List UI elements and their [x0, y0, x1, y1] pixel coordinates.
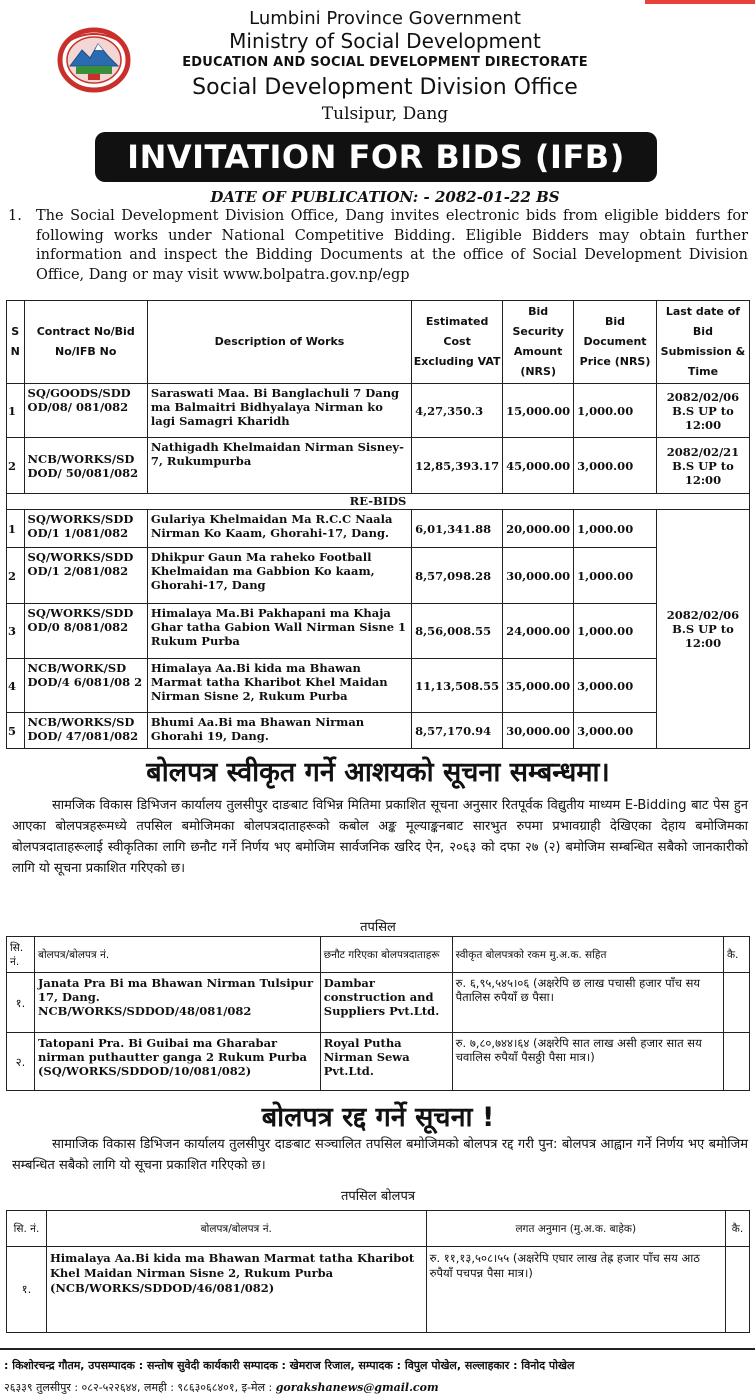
row-sn: १. — [7, 973, 35, 1033]
row-description: Dhikpur Gaun Ma raheko Football Khelmaidan ma Gabbion Ko kaam, Ghorahi-17, Dang — [147, 548, 411, 604]
row-cost: 12,85,393.17 — [412, 438, 503, 494]
row-sn: 5 — [7, 713, 25, 749]
col-header-document: Bid Document Price (NRS) — [574, 301, 657, 384]
intro-number: 1. — [8, 208, 22, 224]
row-bid: Janata Pra Bi ma Bhawan Nirman Tulsipur 17, Dang. NCB/WORKS/SDDOD/48/081/082 — [34, 973, 320, 1033]
row-contract: NCB/WORKS/SD DOD/ 50/081/082 — [24, 438, 147, 494]
award-notice-title: बोलपत्र स्वीकृत गर्ने आशयको सूचना सम्बन्धमा। — [146, 757, 610, 788]
col-header-sn: सि. नं. — [7, 937, 35, 973]
row-security: 24,000.00 — [503, 604, 574, 659]
row-security: 20,000.00 — [503, 510, 574, 548]
award-table — [6, 936, 750, 1091]
row-description: Himalaya Ma.Bi Pakhapani ma Khaja Ghar tatha Gabion Wall Nirman Sisne 1 Rukum Purba — [147, 604, 411, 659]
col-header-sn: सि. नं. — [7, 1211, 47, 1247]
rebids-divider-row — [7, 494, 750, 510]
row-sn: 4 — [7, 659, 25, 713]
col-header-remarks: कै. — [725, 1211, 749, 1247]
col-header-bid: बोलपत्र/बोलपत्र नं. — [34, 937, 320, 973]
table-row — [7, 973, 750, 1033]
footer-contact-line — [4, 1380, 439, 1395]
directorate-name: EDUCATION AND SOCIAL DEVELOPMENT DIRECTORATE — [182, 55, 588, 70]
row-amount: रु. ७,८०,७४४।६४ (अक्षरेपि सात लाख असी हजार सात सय चवालिस रुपैयाँ पैसठ्ठी पैसा मात्र।) — [452, 1033, 723, 1091]
col-header-description: Description of Works — [147, 301, 411, 384]
table-row — [7, 604, 750, 659]
col-header-selected: छनौट गरिएका बोलपत्रदाताहरू — [320, 937, 452, 973]
col-header-amount: स्वीकृत बोलपत्रको रकम मु.अ.क. सहित — [452, 937, 723, 973]
table-header-row — [7, 301, 750, 384]
award-tapasil-label: तपसिल — [360, 920, 396, 935]
row-document: 1,000.00 — [574, 548, 657, 604]
row-document: 3,000.00 — [574, 659, 657, 713]
row-contract: SQ/GOODS/SDD OD/08/ 081/082 — [24, 384, 147, 438]
col-header-bid: बोलपत्र/बोलपत्र नं. — [46, 1211, 426, 1247]
row-deadline: 2082/02/21 B.S UP to 12:00 — [656, 438, 749, 494]
row-contract: NCB/WORK/SD DOD/4 6/081/08 2 — [24, 659, 147, 713]
table-row — [7, 1247, 750, 1333]
newspaper-footer — [0, 1348, 755, 1400]
col-header-security: Bid Security Amount (NRS) — [503, 301, 574, 384]
row-contract: NCB/WORKS/SD DOD/ 47/081/082 — [24, 713, 147, 749]
cancel-notice-title: बोलपत्र रद्द गर्ने सूचना ! — [261, 1102, 495, 1133]
province-name: Lumbini Province Government — [249, 8, 521, 29]
row-sn: 2 — [7, 548, 25, 604]
table-header-row — [7, 937, 750, 973]
table-row — [7, 548, 750, 604]
row-cost: 8,57,170.94 — [412, 713, 503, 749]
row-sn: 1 — [7, 384, 25, 438]
row-sn: १. — [7, 1247, 47, 1333]
intro-text: The Social Development Division Office, Dang invites electronic bids from eligible bidders for following works under National Competitive Bidding. Eligible Bidders may obtain further information and inspect the Bidding Documents at the office of Social Development Division Office, Dang or may visit www.bolpatra.gov.np/egp — [36, 208, 748, 283]
footer-staff-line: : किशोरचन्द्र गौतम, उपसम्पादक : सन्तोष सुवेदी कार्यकारी सम्पादक : खेमराज रिजाल, सम्पादक : विपुल पोखेल, सल्लाहकार : विनोद पोखेल — [4, 1359, 575, 1372]
row-contract: SQ/WORKS/SDD OD/1 1/081/082 — [24, 510, 147, 548]
table-row — [7, 659, 750, 713]
col-header-contract: Contract No/Bid No/IFB No — [24, 301, 147, 384]
table-row — [7, 1033, 750, 1091]
row-estimate: रु. ११,१३,५०८।५५ (अक्षरेपि एघार लाख तेह्र हजार पाँच सय आठ रुपैयाँ पचपन्न पैसा मात्र।) — [426, 1247, 725, 1333]
office-name: Social Development Division Office — [192, 75, 578, 100]
row-cost: 8,57,098.28 — [412, 548, 503, 604]
col-header-sn: S N — [7, 301, 25, 384]
row-remarks — [725, 1247, 749, 1333]
col-header-estimate: लगत अनुमान (मु.अ.क. बाहेक) — [426, 1211, 725, 1247]
row-remarks — [723, 973, 749, 1033]
row-selected: Royal Putha Nirman Sewa Pvt.Ltd. — [320, 1033, 452, 1091]
col-header-remarks: कै. — [723, 937, 749, 973]
col-header-deadline: Last date of Bid Submission & Time — [656, 301, 749, 384]
row-document: 3,000.00 — [574, 438, 657, 494]
row-document: 1,000.00 — [574, 384, 657, 438]
intro-paragraph — [8, 207, 748, 285]
publication-date: DATE OF PUBLICATION: - 2082-01-22 BS — [210, 188, 560, 206]
row-cost: 11,13,508.55 — [412, 659, 503, 713]
row-sn: 1 — [7, 510, 25, 548]
row-document: 3,000.00 — [574, 713, 657, 749]
ministry-name: Ministry of Social Development — [229, 29, 541, 53]
row-description: Saraswati Maa. Bi Banglachuli 7 Dang ma Balmaitri Bidhyalaya Nirman ko lagi Samagri Kharidh — [147, 384, 411, 438]
row-security: 45,000.00 — [503, 438, 574, 494]
table-row — [7, 438, 750, 494]
row-security: 30,000.00 — [503, 713, 574, 749]
row-contract: SQ/WORKS/SDD OD/1 2/081/082 — [24, 548, 147, 604]
office-location: Tulsipur, Dang — [321, 104, 449, 124]
row-bid: Himalaya Aa.Bi kida ma Bhawan Marmat tatha Kharibot Khel Maidan Nirman Sisne 2, Rukum Purba (NCB/WORKS/SDDOD/46/081/082) — [46, 1247, 426, 1333]
top-accent-bar — [645, 0, 755, 4]
row-contract: SQ/WORKS/SDD OD/0 8/081/082 — [24, 604, 147, 659]
col-header-cost: Estimated Cost Excluding VAT — [412, 301, 503, 384]
row-deadline: 2082/02/06 B.S UP to 12:00 — [656, 384, 749, 438]
table-row — [7, 510, 750, 548]
row-description: Gulariya Khelmaidan Ma R.C.C Naala Nirman Ko Kaam, Ghorahi-17, Dang. — [147, 510, 411, 548]
row-description: Himalaya Aa.Bi kida ma Bhawan Marmat tatha Kharibot Khel Maidan Nirman Sisne 2, Rukum Purba — [147, 659, 411, 713]
cancel-tapasil-label: तपसिल बोलपत्र — [340, 1189, 416, 1204]
nepal-government-emblem-icon — [56, 26, 132, 94]
row-document: 1,000.00 — [574, 510, 657, 548]
footer-contact-text: २६३३९ तुलसीपुर : ०८२-५२२६४४, लमही : ९८६३०६८४०१, इ-मेल : — [4, 1381, 273, 1394]
table-row — [7, 384, 750, 438]
row-cost: 8,56,008.55 — [412, 604, 503, 659]
row-sn: 2 — [7, 438, 25, 494]
rebids-label: RE-BIDS — [7, 494, 750, 510]
row-description: Bhumi Aa.Bi ma Bhawan Nirman Ghorahi 19, Dang. — [147, 713, 411, 749]
notice-title-banner: INVITATION FOR BIDS (IFB) — [95, 132, 657, 182]
footer-email-link[interactable]: gorakshanews@gmail.com — [275, 1381, 439, 1394]
row-description: Nathigadh Khelmaidan Nirman Sisney-7, Rukumpurba — [147, 438, 411, 494]
row-cost: 6,01,341.88 — [412, 510, 503, 548]
row-document: 1,000.00 — [574, 604, 657, 659]
row-remarks — [723, 1033, 749, 1091]
row-cost: 4,27,350.3 — [412, 384, 503, 438]
row-security: 30,000.00 — [503, 548, 574, 604]
row-security: 35,000.00 — [503, 659, 574, 713]
row-amount: रु. ६,९५,५४५।०६ (अक्षरेपि छ लाख पचासी हजार पाँच सय पैतालिस रुपैयाँ छ पैसा। — [452, 973, 723, 1033]
row-bid: Tatopani Pra. Bi Guibai ma Gharabar nirman puthautter ganga 2 Rukum Purba (SQ/WORKS/SDDOD/10/081/082) — [34, 1033, 320, 1091]
rebids-deadline: 2082/02/06 B.S UP to 12:00 — [656, 510, 749, 749]
award-notice-paragraph: सामजिक विकास डिभिजन कार्यालय तुलसीपुर दाङबाट विभिन्न मितिमा प्रकाशित सूचना अनुसार रितपूर्वक विद्युतीय माध्यम E-Bidding बाट पेस हुन आएका बोलपत्रहरूमध्ये तपसिल बमोजिमका बोलपत्रदाताहरूको कबोल अङ्क मूल्याङ्कनबाट सारभुत रुपमा प्रभावग्राही देखिएका देहाय बमोजिमका बोलपत्रदाताहरूलाई स्वीकृतिका लागि छनौट गर्ने निर्णय भए बमोजिम सार्वजनिक खरिद ऐन, २०६३ को दफा २७ (२) बमोजिम सम्बन्धित सबैको जानकारीको लागि यो सूचना प्रकाशित गरिएको छ। — [12, 798, 748, 876]
cancel-table — [6, 1210, 750, 1333]
ifb-table — [6, 300, 750, 749]
table-row — [7, 713, 750, 749]
row-selected: Dambar construction and Suppliers Pvt.Ltd. — [320, 973, 452, 1033]
table-header-row — [7, 1211, 750, 1247]
row-security: 15,000.00 — [503, 384, 574, 438]
cancel-notice-paragraph: सामाजिक विकास डिभिजन कार्यालय तुलसीपुर दाङबाट सञ्चालित तपसिल बमोजिमको बोलपत्र रद्द गरी पुन: बोलपत्र आह्वान गर्ने निर्णय भए बमोजिम सम्बन्धित सबैको लागि यो सूचना प्रकाशित गरिएको छ। — [12, 1137, 748, 1173]
row-sn: 3 — [7, 604, 25, 659]
row-sn: २. — [7, 1033, 35, 1091]
